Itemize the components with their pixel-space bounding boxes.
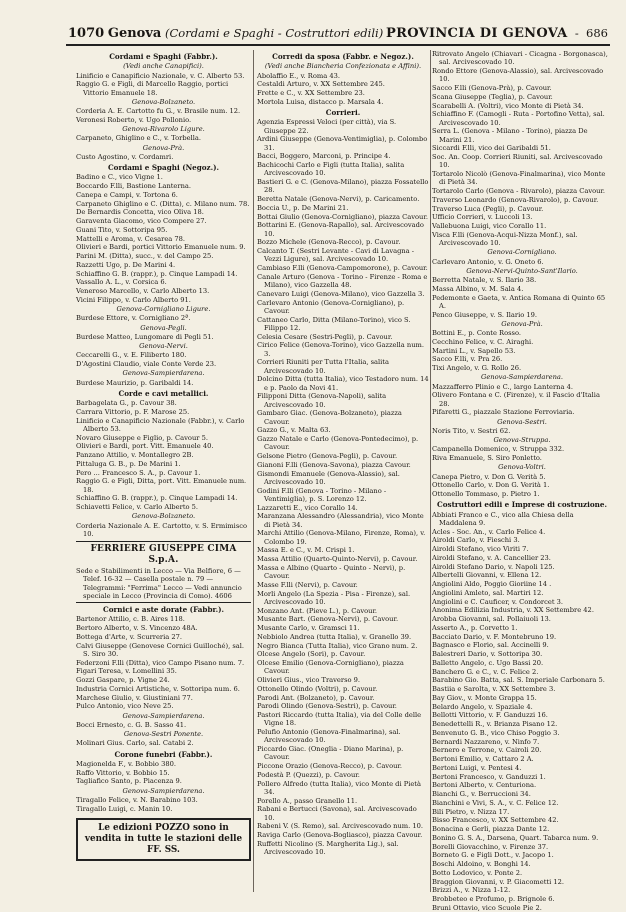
directory-entry: Boschi Aldoino, v. Bonghi 14. bbox=[432, 860, 531, 868]
directory-entry: Bruni Ottavio, vico Scuole Pie 2. bbox=[432, 903, 542, 912]
directory-entry: Pifaretti G., piazzale Stazione Ferroviaria. bbox=[432, 408, 575, 417]
directory-entry: Novaro Giuseppe e Figlio, p. Cavour 5. bbox=[76, 433, 208, 442]
directory-entry: Campanella Domenico, v. Struppa 332. bbox=[432, 445, 565, 454]
directory-entry: Berretta Natale, v. S. Ilario 38. bbox=[432, 276, 537, 284]
directory-entry: Bertoro Alberto, v. S. Vincenzo 48A. bbox=[76, 624, 198, 632]
directory-entry: Gazzo Natale e Carlo (Genova-Pontedecimo), p. Cavour. bbox=[257, 435, 419, 452]
directory-entry: Razzetti Ugo, p. De Marini 4. bbox=[76, 260, 176, 269]
directory-entry: Tiragallo Felice, v. N. Barabino 103. bbox=[76, 795, 198, 804]
locality-heading: Genova-Nervi. bbox=[139, 342, 188, 350]
directory-entry: Maranzana Alessandro (Alessandria), vico Monte di Pietà 34. bbox=[257, 512, 424, 529]
directory-entry: Borelli Giovacchino, v. Firenze 37. bbox=[432, 842, 549, 851]
column-right bbox=[432, 50, 612, 912]
directory-entry: Raggio G. e Figli, di Marcello Raggio, portici Vittorio Emanuele 18. bbox=[76, 80, 229, 97]
directory-entry: Molinari Gius. Carlo, sal. Catabi 2. bbox=[76, 739, 194, 748]
category-note: (Vedi anche Canapifici). bbox=[123, 62, 204, 71]
directory-entry: Guani Tito, v. Sottoripa 95. bbox=[76, 225, 168, 234]
directory-entry: De Bernardis Concetta, vico Oliva 18. bbox=[76, 208, 204, 217]
directory-entry: Garaventa Giacomo, vico Compere 27. bbox=[76, 217, 207, 225]
directory-entry: Tagliafico Santo, p. Piacenza 9. bbox=[76, 777, 182, 786]
directory-entry: Airoldi Stefano Dario, v. Napoli 125. bbox=[432, 562, 555, 571]
directory-entry: Airoldi Stefano, v. A. Cancellier 23. bbox=[432, 553, 551, 562]
directory-entry: Olcese Angelo (Sori), p. Cavour. bbox=[257, 650, 366, 659]
directory-entry: Industria Cornici Artistiche, v. Sottoripa num. 6. bbox=[76, 684, 240, 693]
directory-entry: Morli Angelo (La Spezia - Pisa - Firenze), sal. Arcivescovado 10. bbox=[257, 589, 411, 606]
directory-entry: Ottonello Tommaso, p. Pietro 1. bbox=[432, 490, 540, 498]
directory-entry: Olivieri e Bardi, portici Vittorio Emanuele num. 9. bbox=[76, 243, 246, 252]
directory-entry: Corderia A. E. Cartotto fu G., v. Brasile num. 12. bbox=[76, 107, 241, 115]
directory-entry: Sacco F.lli, v. Pra 26. bbox=[432, 355, 503, 364]
directory-entry: Banchero G. e C., v. C. Felice 2. bbox=[432, 667, 539, 676]
directory-entry: Piccone Orazio (Genova-Recco), p. Cavour. bbox=[257, 762, 402, 770]
directory-entry: Schiaffino G. B. (rappr.), p. Cinque Lampadi 14. bbox=[76, 269, 238, 278]
directory-entry: Angiolini Aldo, Poggio Gioriine 14 . bbox=[432, 580, 552, 588]
directory-entry: Gianoni F.lli (Genova-Savona), piazza Cavour. bbox=[257, 460, 411, 469]
locality-heading: Genova-Sampierdarena. bbox=[122, 369, 205, 378]
directory-entry: Burdese Matteo, Lungomare di Pegli 51. bbox=[76, 332, 214, 341]
directory-entry: Bagnasco e Florio, sal. Accinelli 9. bbox=[432, 641, 549, 650]
directory-entry: Bonino G. S. A., Darsena, Quart. Tabarca num. 9. bbox=[432, 833, 599, 842]
column-divider bbox=[253, 50, 254, 892]
directory-entry: Soc. An. Coop. Corrieri Riuniti, sal. Arcivescovado 10. bbox=[432, 153, 603, 170]
directory-entry: Massa Attilio (Quarto-Quinto-Nervi), p. Cavour. bbox=[257, 555, 418, 563]
directory-entry: Linificio e Canapificio Nazionale, v. C. Alberto 53. bbox=[76, 71, 245, 80]
locality-heading: Genova-Nervi-Quinto-Sant'Ilario. bbox=[466, 266, 578, 275]
directory-entry: Parini M. (Ditta), succ., v. del Campo 25. bbox=[76, 252, 214, 260]
directory-entry: Cambiaso F.lli (Genova-Campomorone), p. Cavour. bbox=[257, 264, 428, 272]
directory-entry: Tortarolo Carlo (Genova - Rivarolo), piazza Cavour. bbox=[432, 187, 606, 195]
directory-entry: Barabino Gio. Batta, sal. S. Imperiale Carbonara 5. bbox=[432, 676, 605, 685]
directory-entry: Beretta Natale (Genova-Nervi), p. Caricamento. bbox=[257, 195, 420, 203]
directory-entry: Bertoni Luigi, v. Pentesi 4. bbox=[432, 763, 522, 772]
directory-entry: Bili Pietro, v. Nizza 17. bbox=[432, 807, 510, 816]
directory-entry: Bottai Giulio (Genova-Cornigliano), piazza Cavour. bbox=[257, 212, 428, 221]
directory-entry: Corrieri Riuniti per Tutta l'Italia, salita Arcivescovado 10. bbox=[257, 358, 389, 375]
directory-entry: Pedemonte e Gaeta, v. Antica Romana di Quinto 65 A. bbox=[432, 293, 606, 310]
directory-entry: Siccardi F.lli, vico dei Garibaldi 51. bbox=[432, 144, 551, 153]
directory-entry: Bacci, Boggero, Marconi, p. Principe 4. bbox=[257, 152, 391, 161]
directory-entry: Pelufio Antonio (Genova-Finalmarina), sal. Arcivescovado 10. bbox=[257, 728, 401, 745]
directory-entry: Gismondi Emanuele (Genova-Alassio), sal. Arcivescovado 10. bbox=[257, 469, 400, 486]
directory-entry: Negro Bianca (Tutta Italia), vico Grano num. 2. bbox=[257, 641, 418, 650]
directory-entry: Acles - Soc. An., v. Carlo Felice 4. bbox=[432, 527, 546, 536]
directory-entry: Carpaneto Ghiglino e C. (Ditta), c. Milano num. 78. bbox=[76, 199, 250, 208]
directory-entry: Olivieri e Bardi, port. Vitt. Emanuele 40. bbox=[76, 442, 214, 451]
directory-entry: Canepa Pietro, v. Don G. Verità 5. bbox=[432, 472, 546, 481]
column-middle bbox=[257, 50, 429, 892]
directory-entry: Carlevaro Antonio (Genova-Cornigliano), p. Cavour. bbox=[257, 298, 405, 315]
directory-entry: Carpaneto, Ghiglino e C., v. Torbella. bbox=[76, 134, 201, 143]
directory-entry: Balletto Angelo, c. Ugo Bassi 20. bbox=[432, 658, 544, 667]
directory-entry: Burdese Ettore, v. Cornigliano 2ª. bbox=[76, 314, 191, 323]
category-heading: Corde e cavi metallici. bbox=[118, 388, 209, 398]
directory-entry: Parodi Ant. (Bolzaneto), p. Cavour. bbox=[257, 693, 375, 702]
directory-entry: Filipponi Ditta (Genova-Napoli), salita Arcivescovado 10. bbox=[257, 392, 387, 409]
column-divider bbox=[430, 50, 431, 892]
directory-entry: Vassallo A. L., v. Corsica 6. bbox=[76, 278, 167, 287]
page-number-left: 1070 bbox=[68, 26, 105, 41]
directory-entry: Ottonello Olindo (Voltri), p. Cavour. bbox=[257, 684, 378, 693]
directory-entry: D'Agostini Claudio, viale Conte Verde 23. bbox=[76, 360, 217, 368]
directory-entry: Bartenor Attilio, c. B. Aires 118. bbox=[76, 615, 185, 624]
directory-entry: Bozzo Michele (Genova-Recco), p. Cavour. bbox=[257, 238, 401, 247]
directory-entry: Bacciato Dario, v. F. Montebruno 19. bbox=[432, 632, 557, 641]
directory-entry: Vicini Filippo, v. Carlo Alberto 91. bbox=[76, 295, 191, 304]
directory-entry: Marchese Giulio, v. Giustiniani 77. bbox=[76, 693, 193, 702]
directory-entry: Bianchini e Vivi, S. A., v. C. Felice 12. bbox=[432, 798, 559, 807]
directory-entry: Tixi Angelo, v. G. Rollo 26. bbox=[432, 364, 522, 372]
directory-entry: Olivieri Gius., vico Traverso 9. bbox=[257, 676, 361, 684]
directory-entry: Gelsone Pietro (Genova-Pegli), p. Cavour. bbox=[257, 452, 398, 460]
directory-entry: Podestà P. (Quezzi), p. Cavour. bbox=[257, 770, 360, 779]
directory-entry: Traverso Luca (Pegli), p. Cavour. bbox=[432, 204, 544, 213]
directory-entry: Boccardo F.lli, Bastione Lanterna. bbox=[76, 182, 192, 190]
category-heading: Corone funebri (Fabbr.). bbox=[114, 749, 213, 759]
directory-entry: Noris Tito, v. Sestri 62. bbox=[432, 426, 511, 435]
locality-heading: Genova-Sampierdarena. bbox=[122, 786, 205, 795]
directory-entry: Nebbiolo Andrea (tutta Italia), v. Granello 39. bbox=[257, 632, 412, 641]
directory-entry: Sacco F.lli (Genova-Prà), p. Cavour. bbox=[432, 84, 552, 92]
directory-entry: Raviga Carlo (Genova-Bogliasco), piazza Cavour. bbox=[257, 831, 423, 839]
directory-entry: Federzoni F.lli (Ditta), vico Campo Pisano num. 7. bbox=[76, 658, 245, 667]
advertisement-pozzo: Le edizioni POZZO sono in vendita in tutte le stazioni delle FF. SS. bbox=[76, 818, 251, 861]
category-heading: Cornici e aste dorate (Fabbr.). bbox=[102, 605, 225, 614]
directory-entry: Raffo Vittorio, v. Bobbio 15. bbox=[76, 768, 170, 777]
directory-entry: Tortarolo Nicolò (Genova-Finalmarina), vico Monte di Pietà 34. bbox=[432, 170, 606, 187]
directory-entry: Monzano Ant. (Pieve L.), p. Cavour. bbox=[257, 606, 378, 615]
directory-entry: Ottonello Carlo, v. Don G. Verità 1. bbox=[432, 481, 550, 490]
category-note: (Vedi anche Biancheria Confezionata e Affini). bbox=[264, 62, 422, 71]
directory-entry: Canale Arturo (Genova - Torino - Firenze - Roma e Milano), vico Gazzella 48. bbox=[257, 272, 428, 289]
directory-entry: Canepa e Campi, v. Tortona 6. bbox=[76, 190, 178, 199]
directory-entry: Bisso Francesco, v. XX Settembre 42. bbox=[432, 816, 559, 825]
directory-entry: Massa e Albino (Quarto - Quinto - Nervi), p. Cavour. bbox=[257, 563, 406, 580]
directory-entry: Tiragallo Luigi, c. Manin 10. bbox=[76, 804, 173, 813]
directory-entry: Benvenuto G. B., vico Chiso Poggio 3. bbox=[432, 728, 560, 737]
directory-entry: Ufficio Corrieri, v. Luccoli 13. bbox=[432, 213, 533, 222]
directory-entry: Riva Emanuele, S. Siro Ponletto. bbox=[432, 454, 542, 462]
locality-heading: Genova-Sampierdarena. bbox=[122, 711, 205, 720]
directory-entry: Schiavetti Felice, v. Carlo Alberto 5. bbox=[76, 503, 199, 511]
header-left bbox=[68, 26, 383, 41]
directory-entry: Celesia Cesare (Sestri-Pegli), p. Cavour. bbox=[257, 332, 393, 341]
directory-entry: Scana Giuseppe (Teglia), p. Cavour. bbox=[432, 92, 553, 101]
directory-entry: Belardo Angelo, v. Spaziale 4. bbox=[432, 702, 533, 711]
directory-entry: Pulco Antonio, vico Neve 25. bbox=[76, 702, 174, 711]
directory-entry: Martini L., v. Sapello 53. bbox=[432, 346, 516, 355]
directory-entry: Dolcino Ditta (tutta Italia), vico Testadoro num. 14 e p. Paolo da Novi 41. bbox=[257, 375, 429, 392]
directory-entry: Panzano Attilio, v. Montallegro 2B. bbox=[76, 451, 194, 459]
locality-heading: Genova-Prà. bbox=[501, 319, 543, 328]
directory-entry: Massa E. e C., v. M. Crispi 1. bbox=[257, 546, 355, 555]
directory-entry: Angiolini e C. Cauficer, v. Condorcet 3. bbox=[432, 597, 564, 606]
directory-entry: Bachicochi Carlo e Figli (tutta Italia), salita Arcivescovado 10. bbox=[257, 161, 405, 178]
category-heading: Corrieri. bbox=[325, 108, 361, 117]
directory-entry: Rabani e Bertucci (Savona), sal. Arcivescovado 10. bbox=[257, 805, 417, 822]
directory-entry: Musante Carlo, v. Gramsci 11. bbox=[257, 624, 360, 632]
directory-entry: Bonacina e Gerli, piazza Dante 12. bbox=[432, 825, 550, 833]
directory-entry: Olivero Fontana e C. (Firenze), v. il Fascio d'Italia 28. bbox=[432, 391, 600, 408]
locality-heading: Genova-Bolzaneto. bbox=[131, 512, 196, 521]
directory-entry: Borneto G. e Figli Dott., v. Jacopo 1. bbox=[432, 851, 554, 860]
directory-entry: Bottega d'Arte, v. Scurreria 27. bbox=[76, 632, 183, 641]
header-city: Genova bbox=[107, 26, 162, 41]
directory-entry: Magionelda F., v. Bobbio 380. bbox=[76, 759, 176, 768]
directory-entry: Pollero Alfredo (tutta Italia), vico Monte di Pietà 34. bbox=[257, 779, 421, 796]
directory-entry: Figari Teresa, v. Lomellini 35. bbox=[76, 667, 177, 676]
directory-entry: Botto Lodovico, v. Ponte 2. bbox=[432, 868, 523, 877]
locality-heading: Genova-Prà. bbox=[142, 143, 185, 152]
directory-entry: Mattelli e Aroma, v. Cesarea 78. bbox=[76, 234, 186, 243]
directory-entry: Ceccarelli G., v. E. Filiberto 180. bbox=[76, 351, 187, 360]
page-number-right: 686 bbox=[586, 26, 608, 40]
advertisement-title: FERRIERE GIUSEPPE CIMA S.p.A. bbox=[90, 544, 237, 565]
directory-entry: Arobba Giovanni, sal. Pollaiuoli 13. bbox=[432, 615, 551, 623]
directory-entry: Bernardi Nazzareno, v. Ninfo 7. bbox=[432, 737, 540, 746]
directory-entry: Gambaro Giac. (Genova-Bolzaneto), piazza Cavour. bbox=[257, 409, 402, 426]
directory-entry: Pero ... Francesco S. A., p. Cavour 1. bbox=[76, 468, 201, 477]
directory-entry: Anonima Edilizia Industria, v. XX Settembre 42. bbox=[432, 606, 594, 615]
locality-heading: Genova-Bolzaneto. bbox=[131, 97, 196, 106]
directory-entry: Mazzafferro Plinio e C., largo Lanterna 4. bbox=[432, 382, 573, 391]
header-province: PROVINCIA DI GENOVA bbox=[386, 26, 568, 41]
directory-entry: Airoldi Carlo, v. Fieschi 3. bbox=[432, 536, 520, 545]
directory-entry: Agenzia Espressi Veloci (per città), via S. Giuseppe 22. bbox=[257, 118, 397, 135]
directory-entry: Massa Albino, v. M. Sala 4. bbox=[432, 284, 524, 293]
directory-entry: Carrara Vittorio, p. F. Marose 25. bbox=[76, 407, 190, 416]
locality-heading: Genova-Sestri Ponente. bbox=[123, 730, 204, 738]
directory-entry: Brizzi A., v. Nizza 1-12. bbox=[432, 886, 511, 895]
directory-entry: Masse F.lli (Nervi), p. Cavour. bbox=[257, 580, 358, 589]
directory-entry: Traverso Leonardo (Genova-Rivarolo), p. Cavour. bbox=[432, 195, 599, 204]
category-heading: Cordami e Spaghi (Negoz.). bbox=[107, 163, 220, 172]
directory-entry: Bottini E., p. Conte Rosso. bbox=[432, 329, 521, 337]
directory-entry: Scarabelli A. (Voltri), vico Monte di Pietà 34. bbox=[432, 101, 584, 110]
locality-heading: Genova-Sestri. bbox=[497, 417, 547, 426]
page-header bbox=[68, 26, 608, 44]
directory-entry: Marchi Attilio (Genova-Milano, Firenze, Roma), v. Colombo 19. bbox=[257, 529, 426, 546]
directory-entry: Serra L. (Genova - Milano - Torino), piazza De Marini 21. bbox=[432, 127, 588, 144]
directory-entry: Pittaluga G. B., p. De Marini 1. bbox=[76, 459, 181, 468]
locality-heading: Genova-Cornigliano Ligure. bbox=[116, 305, 211, 313]
directory-entry: Olcese Emilio (Genova-Cornigliano), piazza Cavour. bbox=[257, 659, 404, 676]
directory-entry: Bellotti Vittorio, v. F. Ganduzzi 16. bbox=[432, 711, 548, 720]
directory-entry: Bastiia e Sarolta, v. XX Settembre 3. bbox=[432, 685, 556, 693]
directory-entry: Frette e C., v. XX Settembre 23. bbox=[257, 89, 365, 97]
directory-entry: Calvi Giuseppe (Genovese Cornici Guilloché), sal. S. Siro 30. bbox=[76, 641, 245, 658]
header-section: (Cordami e Spaghi - Costruttori edili) bbox=[164, 26, 384, 40]
directory-entry: Cecchino Felice, v. C. Airaghi. bbox=[432, 337, 534, 346]
locality-heading: Genova-Struppa. bbox=[493, 436, 551, 444]
directory-entry: Barbagelata G., p. Cavour 38. bbox=[76, 399, 177, 407]
advertisement-body: Sede e Stabilimenti in Lecco — Via Belfiore, 6 — Telef. 16-32 — Casella postale n. 79 — Telegrammi: "Ferrima" Lecco — Vedi annuncio speciale in Lecco (Provincia di Como). 4606 bbox=[76, 567, 242, 600]
directory-entry: Bay Giov., v. Monte Grappa 15. bbox=[432, 693, 537, 702]
directory-entry: Braggion Giovanni, v. P. Giacometti 12. bbox=[432, 877, 564, 886]
directory-entry: Rabeni V. (S. Remo), sal. Arcivescovado num. 10. bbox=[257, 822, 424, 831]
directory-entry: Brobbeteo e Profumo, p. Brignole 6. bbox=[432, 895, 555, 903]
directory-entry: Cattaneo Carlo, Ditta (Milano-Torino), vico S. Filippo 12. bbox=[257, 315, 411, 332]
directory-entry: Piccardo Giac. (Oneglia - Diano Marina), p. Cavour. bbox=[257, 745, 404, 762]
directory-entry: Bertoni Francesco, v. Ganduzzi 1. bbox=[432, 772, 546, 781]
directory-entry: Albertelli Giovanni, v. Ellena 12. bbox=[432, 571, 542, 580]
directory-entry: Balestreri Dario, v. Sottoripa 30. bbox=[432, 650, 543, 658]
directory-entry: Veronesi Roberto, v. Ugo Pollonio. bbox=[76, 115, 192, 124]
directory-entry: Ritrovato Angelo (Chiavari - Cicagna - Borgonasca), sal. Arcivescovado 10. bbox=[432, 50, 608, 67]
directory-entry: Raggio G. e Figli, Ditta, port. Vitt. Emanuele num. 18. bbox=[76, 477, 247, 494]
locality-heading: Genova-Sampierdarena. bbox=[481, 373, 563, 382]
directory-entry: Abbiati Franco e C., vico alla Chiesa della Maddalena 9. bbox=[432, 510, 574, 527]
directory-entry: Bianchi G., v. Berruccioni 34. bbox=[432, 790, 531, 798]
directory-entry: Visca F.lli (Genova-Acqui-Nizza Monf.), sal. Arcivescovado 10. bbox=[432, 230, 578, 247]
directory-entry: Schiaffino F. (Camogli - Ruta - Portofino Vetta), sal. Arcivescovado 10. bbox=[432, 110, 605, 127]
locality-heading: Genova-Voltri. bbox=[498, 463, 546, 472]
directory-entry: Vallebuona Luigi, vico Corallo 11. bbox=[432, 222, 547, 230]
directory-entry: Asserto A., p. Corvetto 1. bbox=[432, 623, 518, 632]
directory-entry: Badino e C., vico Vigne 1. bbox=[76, 173, 163, 182]
directory-entry: Calcanto T. (Sestri Levante - Cavi di Lavagna - Vezzi Ligure), sal. Arcivescovado 10. bbox=[257, 247, 415, 264]
directory-entry: Cirico Felice (Genova-Torino), vico Gazzella num. 3. bbox=[257, 341, 424, 358]
directory-entry: Bertoni Alberto, v. Centuriona. bbox=[432, 781, 537, 790]
directory-entry: Bocci Ernesto, c. G. B. Sasso 41. bbox=[76, 720, 187, 729]
directory-entry: Custo Agostino, v. Cordamri. bbox=[76, 152, 174, 161]
header-right: PROVINCIA DI GENOVA - 686 bbox=[386, 26, 608, 41]
directory-entry: Cestaldi Arturo, v. XX Settembre 245. bbox=[257, 80, 385, 89]
directory-entry: Angiolini Amleto, sal. Martiri 12. bbox=[432, 588, 544, 597]
category-heading: Costruttori edili e Imprese di costruzione. bbox=[437, 500, 607, 510]
directory-entry: Penco Giuseppe, v. S. Ilario 19. bbox=[432, 310, 538, 319]
directory-entry: Bertoni Emilio, v. Cattaro 2 A. bbox=[432, 755, 534, 763]
directory-entry: Parodi Olindo (Genova-Sestri), p. Cavour. bbox=[257, 702, 397, 711]
directory-entry: Canevaro Luigi (Genova-Milano), vico Gazzella 3. bbox=[257, 289, 425, 298]
directory-entry: Boccia U., p. De Marini 21. bbox=[257, 203, 349, 212]
directory-entry: Ruffetti Nicolino (S. Margherita Lig.), sal. Arcivescovado 10. bbox=[257, 839, 399, 856]
directory-entry: Benedettelli R., v. Brianza Pisano 12. bbox=[432, 720, 558, 728]
directory-entry: Burdese Maurizio, p. Garibaldi 14. bbox=[76, 378, 194, 387]
locality-heading: Genova-Cornigliano. bbox=[487, 248, 557, 257]
locality-heading: Genova-Pegli. bbox=[140, 323, 187, 332]
category-heading: Corredi da sposa (Fabbr. e Negoz.). bbox=[272, 52, 414, 61]
directory-entry: Bastieri G. e C. (Genova-Milano), piazza Fossatello 28. bbox=[257, 178, 429, 195]
directory-entry: Linificio e Canapificio Nazionale (Fabbr.), v. Carlo Alberto 53. bbox=[76, 416, 245, 433]
directory-entry: Abolaffio E., v. Roma 43. bbox=[257, 71, 340, 80]
directory-entry: Gozzi Gaspare, p. Vigne 24. bbox=[76, 676, 170, 684]
directory-entry: Musante Bart. (Genova-Nervi), p. Cavour. bbox=[257, 615, 399, 624]
directory-entry: Rondo Ettore (Genova-Alassio), sal. Arcivescovado 10. bbox=[432, 67, 604, 84]
directory-entry: Carlevaro Antonio, v. G. Oneto 6. bbox=[432, 257, 544, 266]
category-heading: Cordami e Spaghi (Fabbr.). bbox=[109, 52, 218, 61]
directory-entry: Veneroso Marcello, v. Carlo Alberto 13. bbox=[76, 287, 210, 295]
directory-entry: Airoldi Stefano, vico Viriti 7. bbox=[432, 545, 529, 553]
directory-entry: Corderia Nazionale A. E. Cartotto, v. S. Ermimisco 10. bbox=[76, 521, 248, 538]
directory-entry: Porello A., passo Granello 11. bbox=[257, 796, 358, 805]
column-left bbox=[76, 50, 251, 892]
locality-heading: Genova-Rivarolo Ligure. bbox=[122, 125, 205, 133]
directory-entry: Godini F.lli (Genova - Torino - Milano - Ventimiglia), p. S. Lorenzo 12. bbox=[257, 486, 387, 503]
directory-entry: Schiaffino G. B. (rappr.), p. Cinque Lampadi 14. bbox=[76, 494, 238, 503]
directory-entry: Bottarini E. (Genova-Rapallo), sal. Arcivescovado 10. bbox=[257, 221, 424, 238]
directory-entry: Bernero e Terrone, v. Cairoli 20. bbox=[432, 746, 542, 755]
advertisement-cima bbox=[76, 541, 251, 603]
directory-entry: Ardini Giuseppe (Genova-Ventimiglia), p. Colombo 31. bbox=[257, 135, 428, 152]
header-rule bbox=[66, 44, 610, 46]
directory-entry: Gazzo G., v. Malta 63. bbox=[257, 426, 331, 435]
directory-entry: Mortola Luisa, distacco p. Marsala 4. bbox=[257, 97, 384, 106]
directory-entry: Lazzaretti E., vico Corallo 14. bbox=[257, 503, 358, 512]
directory-entry: Pastori Riccardo (tutta Italia), via del Colle delle Vigne 18. bbox=[257, 711, 422, 728]
